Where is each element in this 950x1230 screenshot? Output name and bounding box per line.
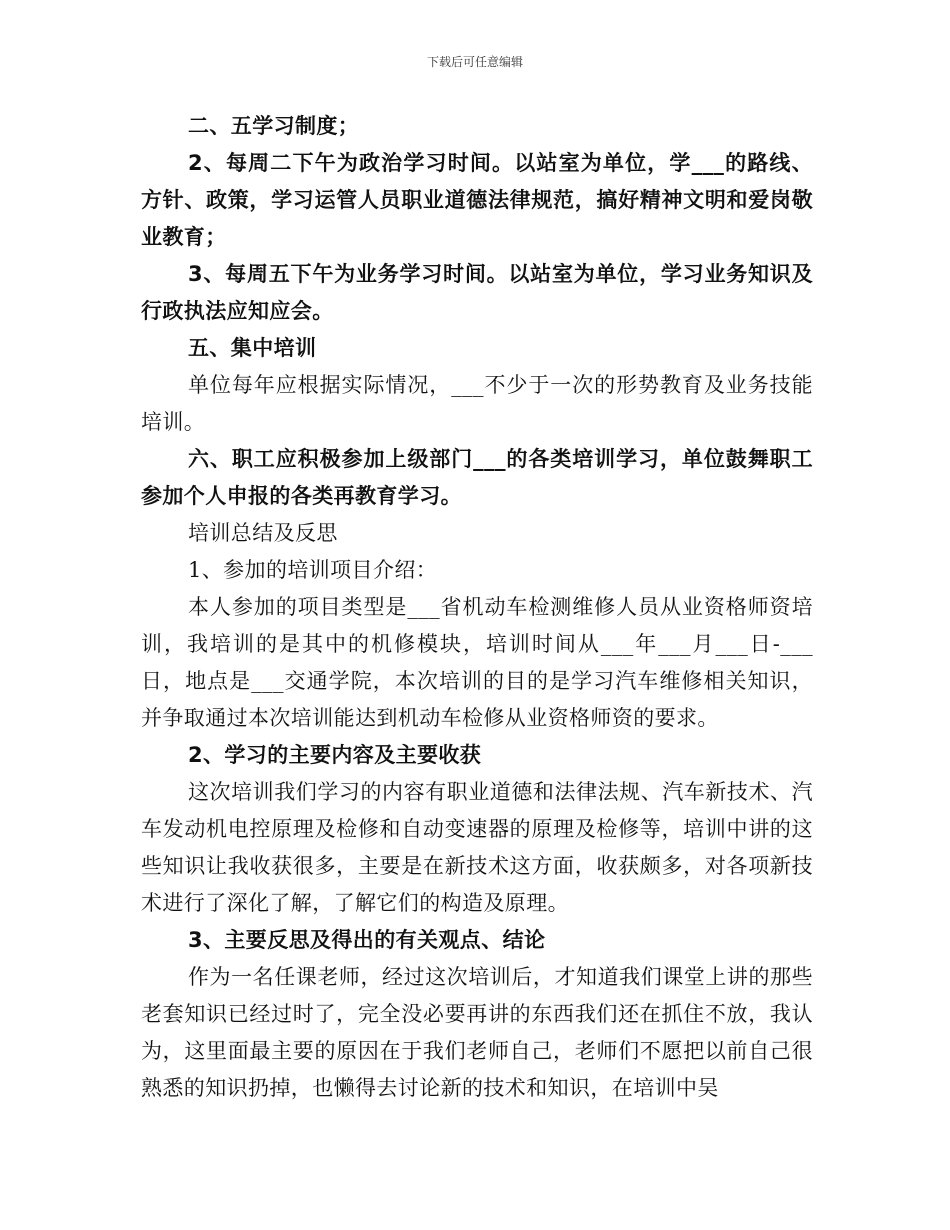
heading-reflection: 3、主要反思及得出的有关观点、结论 — [188, 928, 546, 952]
heading-study-system: 二、五学习制度； — [188, 114, 360, 138]
paragraph-main-content: 这次培训我们学习的内容有职业道德和法律法规、汽车新技术、汽车发动机电控原理及检修和自动变速器的原理及检修等，培训中讲的这些知识让我收获很多，主要是在新技术这方面，收获颇多，对各项新技术进行了深化了解，了解它们的构造及原理。 — [141, 780, 813, 915]
heading-project-intro: 1、参加的培训项目介绍： — [188, 558, 438, 582]
paragraph-staff-training: 六、职工应积极参加上级部门___的各类培训学习，单位鼓舞职工参加个人申报的各类再教育学习。 — [141, 447, 813, 508]
paragraph-project-intro: 本人参加的项目类型是___省机动车检测维修人员从业资格师资培训，我培训的是其中的机修模块，培训时间从___年___月___日-___日，地点是___交通学院，本次培训的目的是学习汽车维修相关知识，并争取通过本次培训能达到机动车检修从业资格师资的要求。 — [141, 595, 813, 730]
paragraph-annual-training: 单位每年应根据实际情况，___不少于一次的形势教育及业务技能培训。 — [141, 373, 813, 434]
heading-training-summary: 培训总结及反思 — [188, 521, 338, 545]
page-header: 下载后可任意编辑 — [426, 55, 523, 69]
heading-centralized-training: 五、集中培训 — [188, 336, 317, 360]
document-body — [141, 108, 813, 1107]
heading-main-content: 2、学习的主要内容及主要收获 — [188, 743, 482, 767]
paragraph-business-study: 3、每周五下午为业务学习时间。以站室为单位，学习业务知识及行政执法应知应会。 — [141, 262, 813, 323]
paragraph-political-study: 2、每周二下午为政治学习时间。以站室为单位，学___的路线、方针、政策，学习运管人员职业道德法律规范，搞好精神文明和爱岗敬业教育； — [141, 151, 813, 249]
paragraph-reflection: 作为一名任课老师，经过这次培训后，才知道我们课堂上讲的那些老套知识已经过时了，完全没必要再讲的东西我们还在抓住不放，我认为，这里面最主要的原因在于我们老师自己，老师们不愿把以前自己很熟悉的知识扔掉，也懒得去讨论新的技术和知识，在培训中吴 — [141, 965, 813, 1100]
